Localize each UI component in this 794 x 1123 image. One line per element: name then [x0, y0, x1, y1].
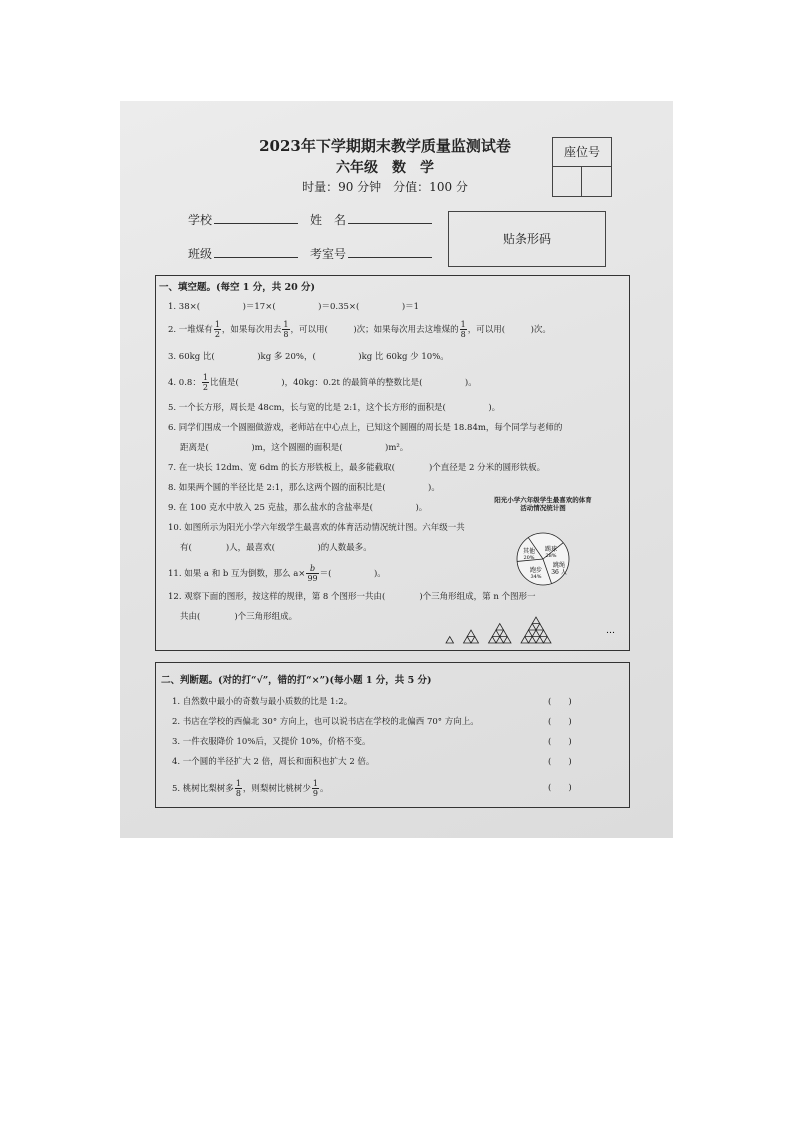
question-10a: 10. 如图所示为阳光小学六年级学生最喜欢的体育活动情况统计图。六年级一共 [168, 523, 465, 533]
pattern-triangle [500, 630, 508, 636]
question-9: 9. 在 100 克水中放入 25 克盐，那么盐水的含盐率是( )。 [168, 503, 428, 513]
fraction-one-eighth: $\frac{1}{8}$ [283, 320, 289, 339]
section2-heading: 二、判断题。(对的打“√”，错的打“×”)(每小题 1 分，共 5 分) [161, 675, 432, 686]
question-3: 3. 60kg 比( )kg 多 20%，( )kg 比 60kg 少 10%。 [168, 352, 449, 362]
scanned-photo [120, 101, 673, 838]
pattern-triangle [471, 637, 479, 643]
pie-label-run: 跑步 [529, 567, 543, 574]
exam-sheet [120, 101, 673, 838]
room-blank [348, 245, 432, 258]
judge-answer-4[interactable]: ( ) [548, 757, 572, 767]
judge-question-5: 5. 桃树比梨树多 $\frac{1}{8}$ ，则梨树比桃树少 $\frac{1}{9}$ 。 [172, 779, 329, 798]
judge-question-4: 4. 一个圆的半径扩大 2 倍，周长和面积也扩大 2 倍。 [172, 757, 375, 767]
pattern-triangle [536, 637, 544, 643]
judge-question-2: 2. 书店在学校的西偏北 30° 方向上，也可以说书店在学校的北偏西 70° 方向上。 [172, 717, 479, 727]
pattern-triangle [504, 637, 512, 643]
question-4: 4. 0.8： $\frac{1}{2}$ 比值是( )，40kg：0.2t 的最简单的整数比是( )。 [168, 373, 477, 392]
pattern-triangle [492, 630, 500, 636]
judge-question-3: 3. 一件衣服降价 10%后，又提价 10%，价格不变。 [172, 737, 371, 747]
pattern-triangle [544, 637, 552, 643]
fraction-one-half: $\frac{1}{2}$ [214, 320, 220, 339]
school-label: 学校 [188, 213, 213, 227]
pattern-triangle [529, 624, 537, 630]
pie-label-rope: 跳绳 [552, 562, 566, 569]
pattern-triangle [529, 637, 537, 643]
name-field [310, 211, 432, 228]
question-10b: 有( )人，最喜欢( )的人数最多。 [180, 543, 372, 553]
pattern-triangle [540, 630, 548, 636]
question-7: 7. 在一块长 12dm、宽 6dm 的长方形铁板上，最多能截取( )个直径是 2 分米的圆形铁板。 [168, 463, 546, 473]
triangle-pattern-figure [440, 611, 620, 645]
judge-answer-2[interactable]: ( ) [548, 717, 572, 727]
pattern-ellipsis: … [606, 626, 615, 636]
pie-value-run: 34% [530, 574, 542, 580]
fraction-one-ninth: $\frac{1}{9}$ [312, 779, 319, 798]
judge-question-1: 1. 自然数中最小的奇数与最小质数的比是 1:2。 [172, 697, 353, 707]
question-8: 8. 如果两个圆的半径比是 2:1，那么这两个圆的面积比是( )。 [168, 483, 440, 493]
judge-answer-1[interactable]: ( ) [548, 697, 572, 707]
pattern-triangle [521, 637, 529, 643]
school-field [188, 211, 298, 228]
fraction-one-half-q4: $\frac{1}{2}$ [202, 373, 208, 392]
question-5: 5. 一个长方形，周长是 48cm，长与宽的比是 2:1，这个长方形的面积是( )。 [168, 403, 501, 413]
pattern-triangle [467, 630, 475, 636]
seat-cell-left [553, 167, 582, 196]
fraction-b-over-99: $\frac{b}{99}$ [307, 564, 318, 583]
class-field [188, 245, 298, 262]
exam-subtitle: 六年级 数 学 [336, 160, 434, 176]
room-label: 考室号 [310, 247, 347, 261]
pattern-triangle [536, 624, 544, 630]
question-1: 1. 38×( )＝17×( )＝0.35×( )＝1 [168, 302, 420, 312]
question-6b: 距离是( )m，这个圆圈的面积是( )m²。 [180, 443, 409, 453]
pattern-triangle [532, 617, 540, 623]
school-blank [214, 211, 298, 224]
pie-value-rope: 36 人 [551, 569, 567, 576]
pattern-triangle [464, 637, 472, 643]
pie-label-football: 踢球 [544, 546, 558, 553]
question-6a: 6. 同学们围成一个圆圈做游戏，老师站在中心点上，已知这个圆圈的周长是 18.84m，每个同学与老师的 [168, 423, 563, 433]
seat-number-label: 座位号 [553, 138, 611, 167]
pie-chart-title: 阳光小学六年级学生最喜欢的体育活动情况统计图 [494, 496, 592, 512]
name-label: 姓 名 [310, 213, 347, 227]
judge-answer-5[interactable]: ( ) [548, 783, 572, 793]
pattern-triangle [532, 630, 540, 636]
question-11: 11. 如果 a 和 b 互为倒数，那么 a× $\frac{b}{99}$ ＝( )。 [168, 564, 386, 583]
pattern-triangle [446, 637, 454, 643]
pattern-triangle [496, 637, 504, 643]
pie-value-other: 20% [523, 555, 535, 561]
name-blank [348, 211, 432, 224]
judge-answer-3[interactable]: ( ) [548, 737, 572, 747]
pie-chart [493, 515, 593, 603]
question-12a: 12. 观察下面的图形，按这样的规律，第 8 个图形一共由( )个三角形组成，第 n 个图形一 [168, 592, 536, 602]
pattern-triangle [496, 624, 504, 630]
question-12b: 共由( )个三角形组成。 [180, 612, 298, 622]
pattern-triangle [525, 630, 533, 636]
fraction-one-eighth-j5: $\frac{1}{8}$ [235, 779, 241, 798]
question-2: 2. 一堆煤有 $\frac{1}{2}$ ，如果每次用去 $\frac{1}{8}$ ，可以用( )次；如果每次用去这堆煤的 $\frac{1}{8}$ ，可以用( )次。 [168, 320, 551, 339]
class-blank [214, 245, 298, 258]
barcode-box: 贴条形码 [448, 211, 606, 267]
room-field [310, 245, 432, 262]
exam-meta: 时量：90 分钟 分值：100 分 [302, 180, 468, 194]
pattern-triangle [489, 637, 497, 643]
exam-title: 2023年下学期期末教学质量监测试卷 [259, 137, 511, 155]
fraction-one-eighth-b: $\frac{1}{8}$ [460, 320, 466, 339]
class-label: 班级 [188, 247, 213, 261]
pie-label-other: 其他 [522, 548, 536, 555]
section1-heading: 一、填空题。(每空 1 分，共 20 分) [159, 282, 316, 293]
seat-number-box [552, 137, 612, 197]
pie-value-football: 28% [545, 553, 557, 559]
